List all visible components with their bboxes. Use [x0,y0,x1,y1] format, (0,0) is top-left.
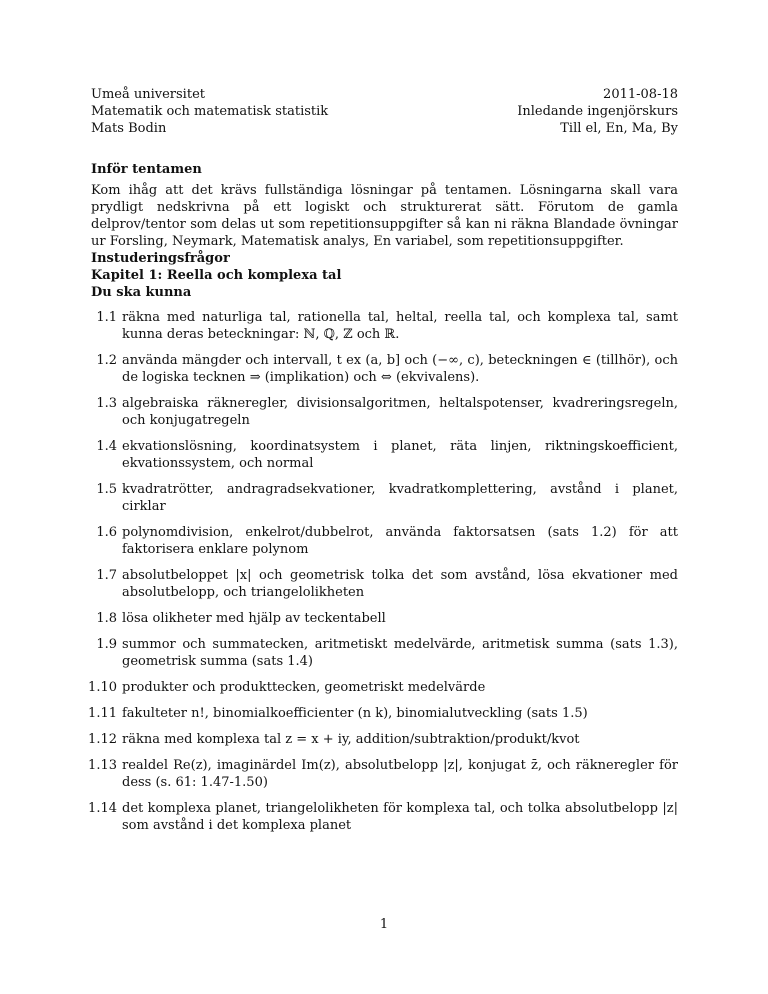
list-item [91,438,678,472]
main-content [88,161,678,843]
audience: Till el, En, Ma, By [560,121,678,136]
item-number: 1.1 [96,310,117,325]
item-number: 1.14 [88,801,117,816]
item-number: 1.2 [96,353,117,368]
item-text: räkna med komplexa tal z = x + iy, addition/subtraktion/produkt/kvot [122,732,580,747]
item-number: 1.9 [96,637,117,652]
list-item [91,395,678,429]
item-text: kvadratrötter, andragradsekvationer, kvadratkomplettering, avstånd i planet, cirklar [122,482,678,514]
item-number: 1.6 [96,525,117,540]
item-text: lösa olikheter med hjälp av teckentabell [122,611,386,626]
document-date: 2011-08-18 [603,87,678,102]
header-right [517,86,678,137]
item-text: använda mängder och intervall, t ex (a, b] och (−∞, c), beteckningen ∈ (tillhör), och de logiska tecknen ⇒ (implikation) och ⇔ (ekvivalens). [122,353,678,385]
list-item [88,757,678,791]
list-item [91,610,678,627]
item-text: absolutbeloppet |x| och geometrisk tolka det som avstånd, lösa ekvationer med absolutbelopp, och triangelolikheten [122,568,678,600]
list-item [91,352,678,386]
item-number: 1.7 [96,568,117,583]
chapter-title: Kapitel 1: Reella och komplexa tal [91,268,342,283]
intro-paragraph: Kom ihåg att det krävs fullständiga lösningar på tentamen. Lösningarna skall vara prydligt nedskrivna på ett logiskt och strukturerat sätt. Förutom de gamla delprov/tentor som delas ut som repetitionsuppgifter så kan ni räkna Blandade övningar ur Forsling, Neymark, Matematisk analys, En variabel, som repetitionsuppgifter. [91,183,678,249]
item-number: 1.11 [88,706,117,721]
item-text: det komplexa planet, triangelolikheten för komplexa tal, och tolka absolutbelopp |z| som avstånd i det komplexa planet [122,801,678,833]
list-item [88,800,678,834]
section-title-instuderingsfragor: Instuderingsfrågor [91,251,230,266]
header-left [91,86,328,137]
list-item [91,636,678,670]
item-number: 1.13 [88,758,117,773]
list-item [91,481,678,515]
study-items-list [88,309,678,834]
item-text: ekvationslösning, koordinatsystem i planet, räta linjen, riktningskoefficient, ekvationssystem, och normal [122,439,678,471]
university-name: Umeå universitet [91,87,205,102]
item-text: produkter och produkttecken, geometriskt medelvärde [122,680,486,695]
item-text: polynomdivision, enkelrot/dubbelrot, använda faktorsatsen (sats 1.2) för att faktorisera enklare polynom [122,525,678,557]
page-number: 1 [379,917,389,932]
item-number: 1.5 [96,482,117,497]
section-title-infor-tentamen: Inför tentamen [91,162,202,177]
author-name: Mats Bodin [91,121,167,136]
list-item [91,309,678,343]
department-name: Matematik och matematisk statistik [91,104,329,119]
item-number: 1.8 [96,611,117,626]
item-text: algebraiska räkneregler, divisionsalgoritmen, heltalspotenser, kvadreringsregeln, och konjugatregeln [122,396,678,428]
item-number: 1.12 [88,732,117,747]
item-text: räkna med naturliga tal, rationella tal, heltal, reella tal, och komplexa tal, samt kunna deras beteckningar: ℕ, ℚ, ℤ och ℝ. [122,310,678,342]
list-item [91,524,678,558]
list-item [88,731,678,748]
list-item [88,679,678,696]
item-text: summor och summatecken, aritmetiskt medelvärde, aritmetisk summa (sats 1.3), geometrisk summa (sats 1.4) [122,637,678,669]
item-text: fakulteter n!, binomialkoefficienter (n k), binomialutveckling (sats 1.5) [122,706,588,721]
course-name: Inledande ingenjörskurs [517,104,678,119]
item-number: 1.10 [88,680,117,695]
list-item [88,705,678,722]
list-item [91,567,678,601]
item-number: 1.4 [96,439,117,454]
item-number: 1.3 [96,396,117,411]
subsection-title: Du ska kunna [91,285,192,300]
item-text: realdel Re(z), imaginärdel Im(z), absolutbelopp |z|, konjugat z̄, och räkneregler för dess (s. 61: 1.47-1.50) [122,758,678,790]
